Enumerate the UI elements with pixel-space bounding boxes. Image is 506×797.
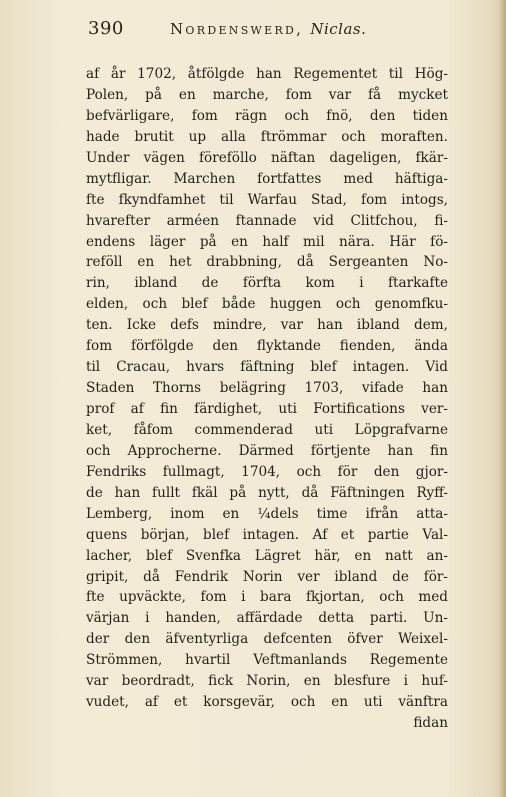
text-line: ket, fåfom commenderad uti Löpgrafvarne: [86, 421, 448, 438]
text-line: gripit, då Fendrik Norin ver ibland de för-: [86, 568, 448, 585]
text-line: och Approcherne. Därmed förtjente han fin: [86, 442, 448, 459]
text-line: rin, ibland de förfta kom i ftarkafte: [86, 275, 448, 292]
text-line: fte fkyndfamhet til Warfau Stad, fom intogs,: [86, 191, 448, 208]
text-line: Polen, på en marche, fom var få mycket: [86, 86, 448, 103]
text-line: reföll en het drabbning, då Sergeanten No-: [86, 254, 448, 271]
catchword: fidan: [413, 715, 448, 732]
text-line: prof af fin färdighet, uti Fortifications ver-: [86, 401, 448, 417]
text-line: fte upväckte, fom i bara fkjortan, och med: [86, 589, 448, 606]
running-title: [170, 20, 366, 38]
text-line: Strömmen, hvartil Veftmanlands Regemente: [86, 652, 448, 669]
text-line: värjan i handen, affärdade detta parti. Un-: [86, 610, 448, 627]
text-line: vudet, af et korsgevär, och en uti vänftra: [86, 694, 448, 711]
text-line: Lemberg, inom en ¼dels time ifrån atta-: [86, 505, 448, 522]
body-text: [86, 64, 448, 734]
text-line: Fendriks fullmagt, 1704, och för den gjor-: [86, 463, 448, 480]
page-number: 390: [88, 18, 124, 39]
text-line: Staden Thorns belägring 1703, vifade han: [86, 380, 448, 397]
text-line: befvärligare, fom rägn och fnö, den tiden: [86, 107, 448, 124]
text-line: der den äfventyrliga defcenten öfver Weixel-: [86, 631, 448, 648]
text-line: endens läger på en half mil nära. Här fö-: [86, 233, 448, 250]
text-line: var beordradt, fick Norin, en blesfure i huf-: [86, 673, 448, 690]
text-line: Under vägen föreföllo näftan dageligen, fkär-: [86, 149, 448, 166]
text-line: de han fullt fkäl på nytt, då Fäftningen Ryff-: [86, 484, 448, 501]
text-line: lacher, blef Svenfka Lägret här, en natt an-: [86, 547, 448, 564]
page-header: [88, 18, 428, 42]
running-title-italic: Niclas.: [310, 20, 367, 38]
text-line: fom förfölgde den flyktande fienden, ända: [86, 338, 448, 355]
text-line: hade brutit up alla ftrömmar och moraften.: [86, 128, 448, 145]
text-line: af år 1702, åtfölgde han Regementet til Hög-: [86, 66, 448, 82]
text-line: mytfligar. Marchen fortfattes med häftiga-: [86, 170, 448, 187]
text-line: til Cracau, hvars fäftning blef intagen. Vid: [86, 359, 448, 376]
running-title-caps: Nordenswerd,: [170, 20, 304, 38]
text-line: hvarefter arméen ftannade vid Clitfchou, fi-: [86, 212, 448, 229]
text-line: elden, och blef både huggen och genomfku-: [86, 296, 448, 313]
page-edge: [498, 0, 506, 797]
text-line: ten. Icke defs mindre, var han ibland dem,: [86, 317, 448, 334]
text-line: quens början, blef intagen. Af et partie Val-: [86, 526, 448, 543]
